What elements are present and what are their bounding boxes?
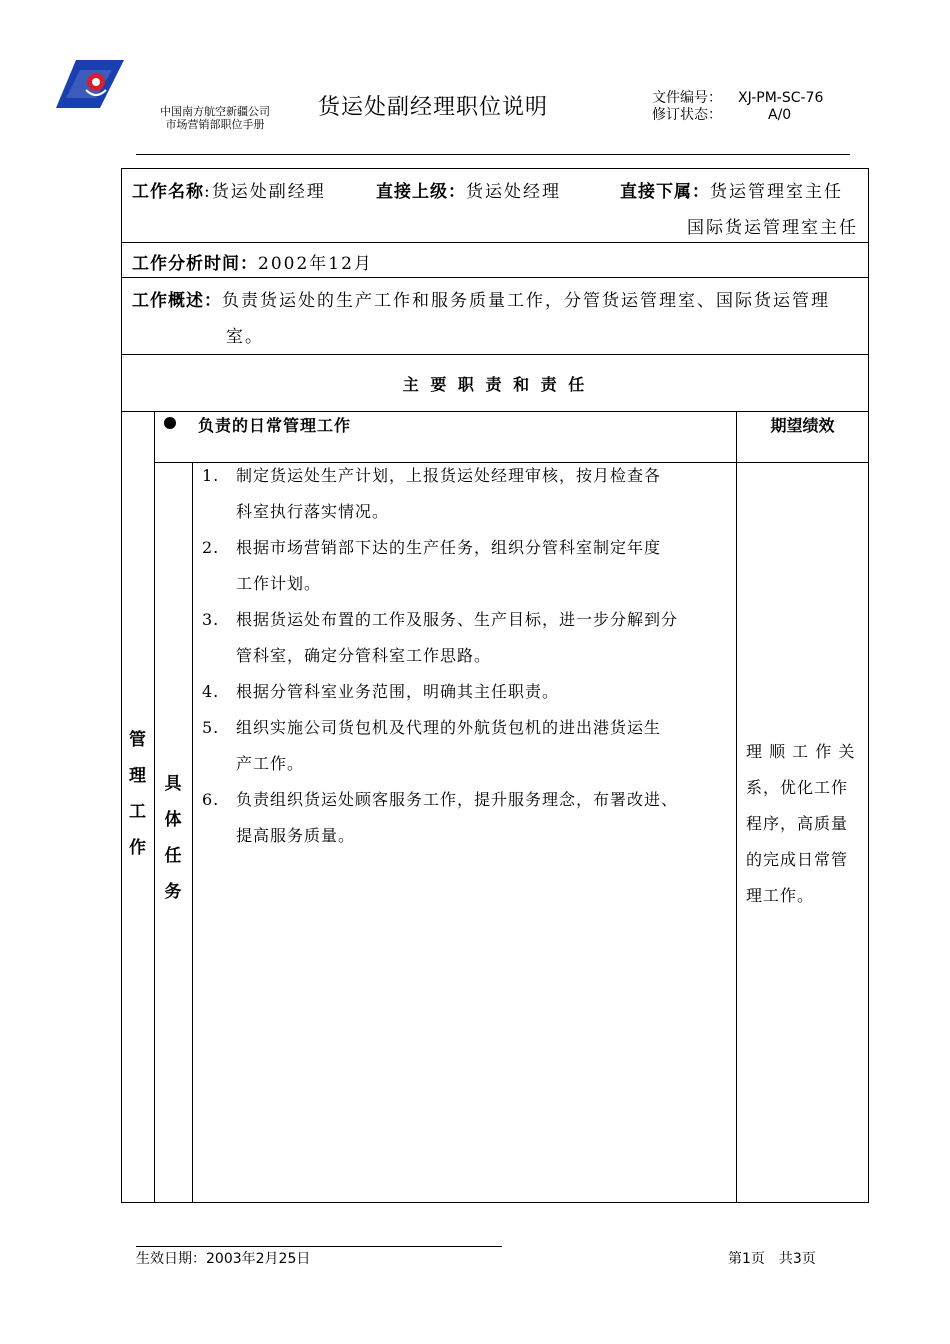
task-text-cont: 工作计划。	[236, 574, 322, 593]
revision-row	[652, 107, 823, 124]
list-item	[202, 710, 734, 782]
performance-text	[746, 734, 864, 914]
header-divider	[136, 154, 850, 155]
category-char: 理	[129, 766, 146, 786]
subcategory-char: 任	[164, 846, 182, 866]
task-number: 3.	[202, 610, 220, 629]
company-logo	[56, 60, 124, 108]
category-char: 作	[129, 838, 146, 858]
page-info: 第1页 共3页	[728, 1251, 816, 1267]
document-meta	[652, 90, 823, 124]
job-name: 工作名称:货运处副经理	[132, 182, 326, 202]
subcategory-char: 体	[164, 810, 182, 830]
category-char: 管	[129, 730, 146, 750]
subordinate-value-2: 国际货运管理室主任	[687, 218, 858, 238]
section-title-row	[121, 354, 869, 412]
category-label	[121, 722, 154, 866]
performance-line: 的完成日常管	[746, 850, 849, 869]
subcategory-label	[154, 766, 192, 910]
performance-column-divider	[736, 411, 737, 1203]
list-item	[202, 602, 734, 674]
company-line-1: 中国南方航空新疆公司	[160, 105, 270, 118]
task-text-cont: 产工作。	[236, 754, 305, 773]
job-name-label: 工作名称	[132, 182, 204, 202]
task-number: 4.	[202, 682, 220, 701]
summary-line-1	[132, 286, 830, 311]
performance-heading: 期望绩效	[770, 416, 835, 435]
task-list	[202, 458, 734, 854]
job-info-row	[121, 168, 869, 243]
effective-date: 生效日期：2003年2月25日	[136, 1251, 311, 1267]
analysis-value: 2002年12月	[258, 254, 373, 274]
task-text: 制定货运处生产计划，上报货运处经理审核，按月检查各	[236, 466, 662, 485]
direct-subordinate	[620, 177, 843, 202]
summary-label: 工作概述：	[132, 291, 222, 311]
revision-label: 修订状态：	[652, 107, 722, 123]
footer-divider	[136, 1246, 502, 1247]
document-title: 货运处副经理职位说明	[318, 95, 549, 120]
task-text: 组织实施公司货包机及代理的外航货包机的进出港货运生	[236, 718, 662, 737]
section-title: 主 要 职 责 和 责 任	[402, 375, 588, 394]
subordinate-value-1: 货运管理室主任	[710, 182, 843, 202]
task-number: 5.	[202, 718, 220, 737]
list-item	[202, 458, 734, 530]
subcategory-column-divider	[192, 462, 193, 1203]
superior-label: 直接上级：	[376, 182, 466, 202]
company-line-2: 市场营销部职位手册	[165, 118, 265, 131]
summary-line-2: 室。	[226, 327, 264, 347]
analysis-time	[132, 249, 373, 274]
category-char: 工	[129, 802, 146, 822]
duty-heading: 负责的日常管理工作	[198, 416, 352, 435]
list-item	[202, 674, 734, 710]
task-number: 6.	[202, 790, 220, 809]
doc-number-value: XJ-PM-SC-76	[738, 90, 824, 106]
list-item	[202, 782, 734, 854]
task-text: 根据分管科室业务范围，明确其主任职责。	[236, 682, 560, 701]
performance-line: 理工作。	[746, 886, 815, 905]
doc-number-label: 文件编号：	[652, 90, 722, 106]
task-text: 根据市场营销部下达的生产任务，组织分管科室制定年度	[236, 538, 662, 557]
doc-number-row	[652, 90, 823, 107]
job-summary-row	[121, 277, 869, 355]
job-name-value: 货运处副经理	[211, 182, 326, 202]
bullet-icon	[164, 417, 176, 429]
list-item	[202, 530, 734, 602]
subcategory-char: 务	[164, 882, 182, 902]
subordinate-label: 直接下属：	[620, 182, 710, 202]
direct-superior	[376, 177, 561, 202]
task-text-cont: 管科室，确定分管科室工作思路。	[236, 646, 492, 665]
task-text: 根据货运处布置的工作及服务、生产目标，进一步分解到分	[236, 610, 679, 629]
subcategory-char: 具	[164, 774, 182, 794]
company-name	[150, 105, 280, 131]
task-number: 2.	[202, 538, 220, 557]
performance-line: 理 顺 工 作 关	[746, 742, 856, 761]
analysis-label: 工作分析时间：	[132, 254, 258, 274]
task-text-cont: 提高服务质量。	[236, 826, 356, 845]
revision-value: A/0	[768, 107, 792, 123]
summary-text-1: 负责货运处的生产工作和服务质量工作，分管货运管理室、国际货运管理	[222, 291, 830, 311]
task-number: 1.	[202, 466, 220, 485]
task-text: 负责组织货运处顾客服务工作，提升服务理念，布署改进、	[236, 790, 679, 809]
analysis-time-row	[121, 242, 869, 278]
task-text-cont: 科室执行落实情况。	[236, 502, 390, 521]
superior-value: 货运处经理	[466, 182, 561, 202]
performance-line: 程序，高质量	[746, 814, 849, 833]
performance-line: 系，优化工作	[746, 778, 849, 797]
